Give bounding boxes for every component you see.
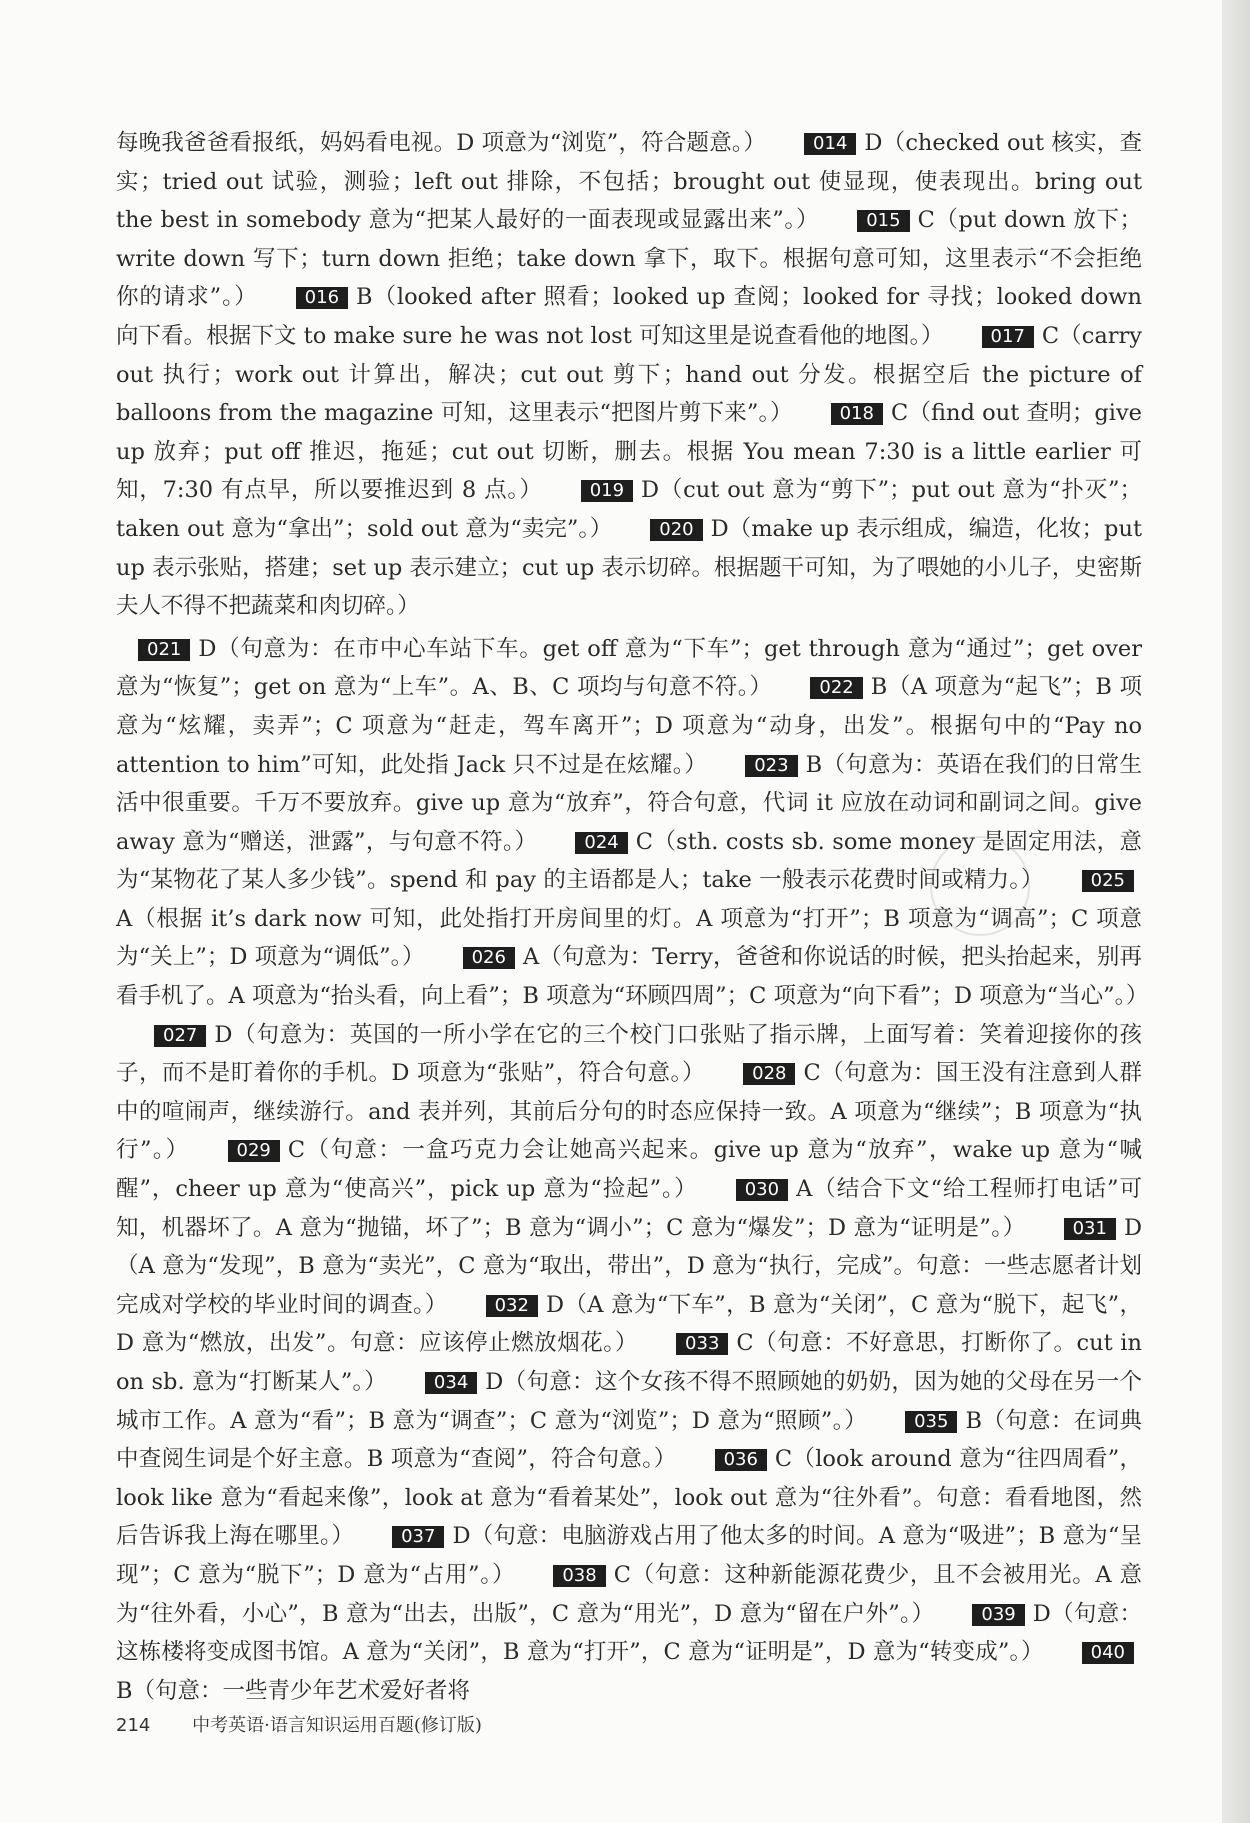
answer-explanation: C（look around 意为“往四周看”，look like 意为“看起来像”，look at 意为“看着某处”，look out 意为“往外看”。句意：看看地图，然后告诉我上海在哪里。） [116, 1446, 1142, 1550]
answer-explanation: C（句意为：国王没有注意到人群中的喧闹声，继续游行。and 表并列，其前后分句的时态应保持一致。A 项意为“继续”；B 项意为“执行”。） [116, 1060, 1143, 1164]
book-title: 中考英语·语言知识运用百题(修订版) [192, 1715, 482, 1736]
question-number-badge: 016 [296, 287, 348, 309]
question-number-badge: 034 [425, 1372, 477, 1394]
question-number-badge: 033 [676, 1333, 728, 1355]
question-number-badge: 020 [650, 519, 702, 541]
answer-explanation: 每晚我爸爸看报纸，妈妈看电视。D 项意为“浏览”，符合题意。） [116, 130, 767, 156]
answer-explanation: D（句意：这个女孩不得不照顾她的奶奶，因为她的父母在另一个城市工作。A 意为“看”；B 意为“调查”；C 意为“浏览”；D 意为“照顾”。） [116, 1369, 1142, 1434]
answer-explanation: B（句意：一些青少年艺术爱好者将 [116, 1677, 471, 1704]
answer-explanation: B（句意：在词典中查阅生词是个好主意。B 项意为“查阅”，符合句意。） [116, 1407, 1142, 1473]
answer-explanation: A（根据 it’s dark now 可知，此处指打开房间里的灯。A 项意为“打开”；B 项意为“调高”；C 项意为“关上”；D 项意为“调低”。） [116, 905, 1142, 971]
question-number-badge: 027 [154, 1025, 206, 1047]
question-number-badge: 015 [857, 210, 909, 232]
answer-paragraph [116, 124, 1142, 626]
question-number-badge: 025 [1082, 870, 1134, 892]
answer-explanation: D（make up 表示组成，编造，化妆；put up 表示张贴，搭建；set up 表示建立；cut up 表示切碎。根据题干可知，为了喂她的小儿子，史密斯夫人不得不把蔬菜和肉切碎。） [116, 515, 1142, 620]
answer-paragraph [116, 630, 1149, 1711]
answer-explanation: D（句意为：在市中心车站下车。get off 意为“下车”；get through 意为“通过”；get over 意为“恢复”；get on 意为“上车”。A、B、C 项均与句意不符。） [116, 635, 1142, 701]
answer-explanation: C（句意：这种新能源花费少，且不会被用光。A 意为“往外看，小心”，B 意为“出去，出版”，C 意为“用光”，D 意为“留在户外”。） [116, 1561, 1142, 1627]
question-number-badge: 035 [905, 1411, 957, 1433]
question-number-badge: 018 [831, 403, 883, 425]
question-number-badge: 026 [463, 947, 515, 969]
question-number-badge: 023 [745, 755, 797, 777]
stamp-watermark [930, 836, 1030, 936]
answer-explanation: D（A 意为“发现”，B 意为“卖光”，C 意为“取出，带出”，D 意为“执行，完成”。句意：一些志愿者计划完成对学校的毕业时间的调查。） [116, 1214, 1142, 1318]
question-number-badge: 014 [804, 133, 856, 155]
answer-explanation: D（句意：电脑游戏占用了他太多的时间。A 意为“吸进”；B 意为“呈现”；C 意为“脱下”；D 意为“占用”。） [116, 1523, 1142, 1588]
answer-explanation: C（put down 放下；write down 写下；turn down 拒绝；take down 拿下，取下。根据句意可知，这里表示“不会拒绝你的请求”。） [116, 207, 1143, 311]
answer-explanation: C（find out 查明；give up 放弃；put off 推迟，拖延；cut out 切断，删去。根据 You mean 7:30 is a little earlier 可知，7:30 有点早，所以要推迟到 8 点。） [116, 400, 1142, 504]
answer-explanation: B（looked after 照看；looked up 查阅；looked for 寻找；looked down 向下看。根据下文 to make sure he was not lost 可知这里是说查看他的地图。） [116, 284, 1142, 349]
answer-explanation: D（cut out 意为“剪下”；put out 意为“扑灭”；taken out 意为“拿出”；sold out 意为“卖完”。） [116, 477, 1142, 542]
question-number-badge: 024 [575, 832, 627, 854]
page-footer [116, 1711, 482, 1737]
answer-explanation: B（A 项意为“起飞”；B 项意为“炫耀，卖弄”；C 项意为“赶走，驾车离开”；D 项意为“动身，出发”。根据句中的“Pay no attention to him”可知，此处指 Jack 只不过是在炫耀。） [116, 674, 1142, 778]
answer-explanation: A（结合下文“给工程师打电话”可知，机器坏了。A 意为“抛锚，坏了”；B 意为“调小”；C 意为“爆发”；D 意为“证明是”。） [116, 1176, 1142, 1241]
question-number-badge: 031 [1064, 1218, 1116, 1240]
answer-explanation: D（句意：这栋楼将变成图书馆。A 意为“关闭”，B 意为“打开”，C 意为“证明是”，D 意为“转变成”。） [116, 1600, 1142, 1666]
answer-explanation: B（句意为：英语在我们的日常生活中很重要。千万不要放弃。give up 意为“放弃”，符合句意，代词 it 应放在动词和副词之间。give away 意为“赠送，泄露”，与句意不符。） [116, 751, 1142, 855]
answer-explanation: A（句意为：Terry，爸爸和你说话的时候，把头抬起来，别再看手机了。A 项意为“抬头看，向上看”；B 项意为“环顾四周”；C 项意为“向下看”；D 项意为“当心”。） [116, 944, 1149, 1010]
page-number: 214 [116, 1715, 151, 1736]
question-number-badge: 021 [138, 639, 190, 661]
answer-explanation: D（checked out 核实，查实；tried out 试验，测验；left out 排除，不包括；brought out 使显现，使表现出。bring out the best in somebody 意为“把某人最好的一面表现或显露出来”。） [116, 130, 1142, 234]
answer-explanation: D（A 意为“下车”，B 意为“关闭”，C 意为“脱下，起飞”，D 意为“燃放，出发”。句意：应该停止燃放烟花。） [116, 1291, 1142, 1357]
question-number-badge: 019 [581, 480, 633, 502]
answer-explanation: C（sth. costs sb. some money 是固定用法，意为“某物花了某人多少钱”。spend 和 pay 的主语都是人；take 一般表示花费时间或精力。） [116, 828, 1142, 894]
question-number-badge: 022 [810, 677, 862, 699]
answer-explanation: D（句意为：英国的一所小学在它的三个校门口张贴了指示牌，上面写着：笑着迎接你的孩子，而不是盯着你的手机。D 项意为“张贴”，符合句意。） [116, 1021, 1142, 1087]
answer-explanation: C（句意：不好意思，打断你了。cut in on sb. 意为“打断某人”。） [116, 1330, 1142, 1395]
question-number-badge: 017 [982, 326, 1034, 348]
question-number-badge: 038 [553, 1565, 605, 1587]
question-number-badge: 040 [1082, 1642, 1134, 1664]
question-number-badge: 030 [736, 1179, 788, 1201]
question-number-badge: 036 [715, 1449, 767, 1471]
question-number-badge: 039 [972, 1604, 1024, 1626]
answer-explanation: C（carry out 执行；work out 计算出，解决；cut out 剪下；hand out 分发。根据空后 the picture of balloons from the magazine 可知，这里表示“把图片剪下来”。） [116, 322, 1142, 427]
question-number-badge: 029 [228, 1140, 280, 1162]
question-number-badge: 028 [743, 1063, 795, 1085]
page-edge-shadow [1222, 0, 1250, 1823]
question-number-badge: 032 [486, 1295, 538, 1317]
question-number-badge: 037 [392, 1526, 444, 1548]
answer-explanation: C（句意：一盒巧克力会让她高兴起来。give up 意为“放弃”，wake up 意为“喊醒”，cheer up 意为“使高兴”，pick up 意为“捡起”。） [116, 1137, 1142, 1203]
